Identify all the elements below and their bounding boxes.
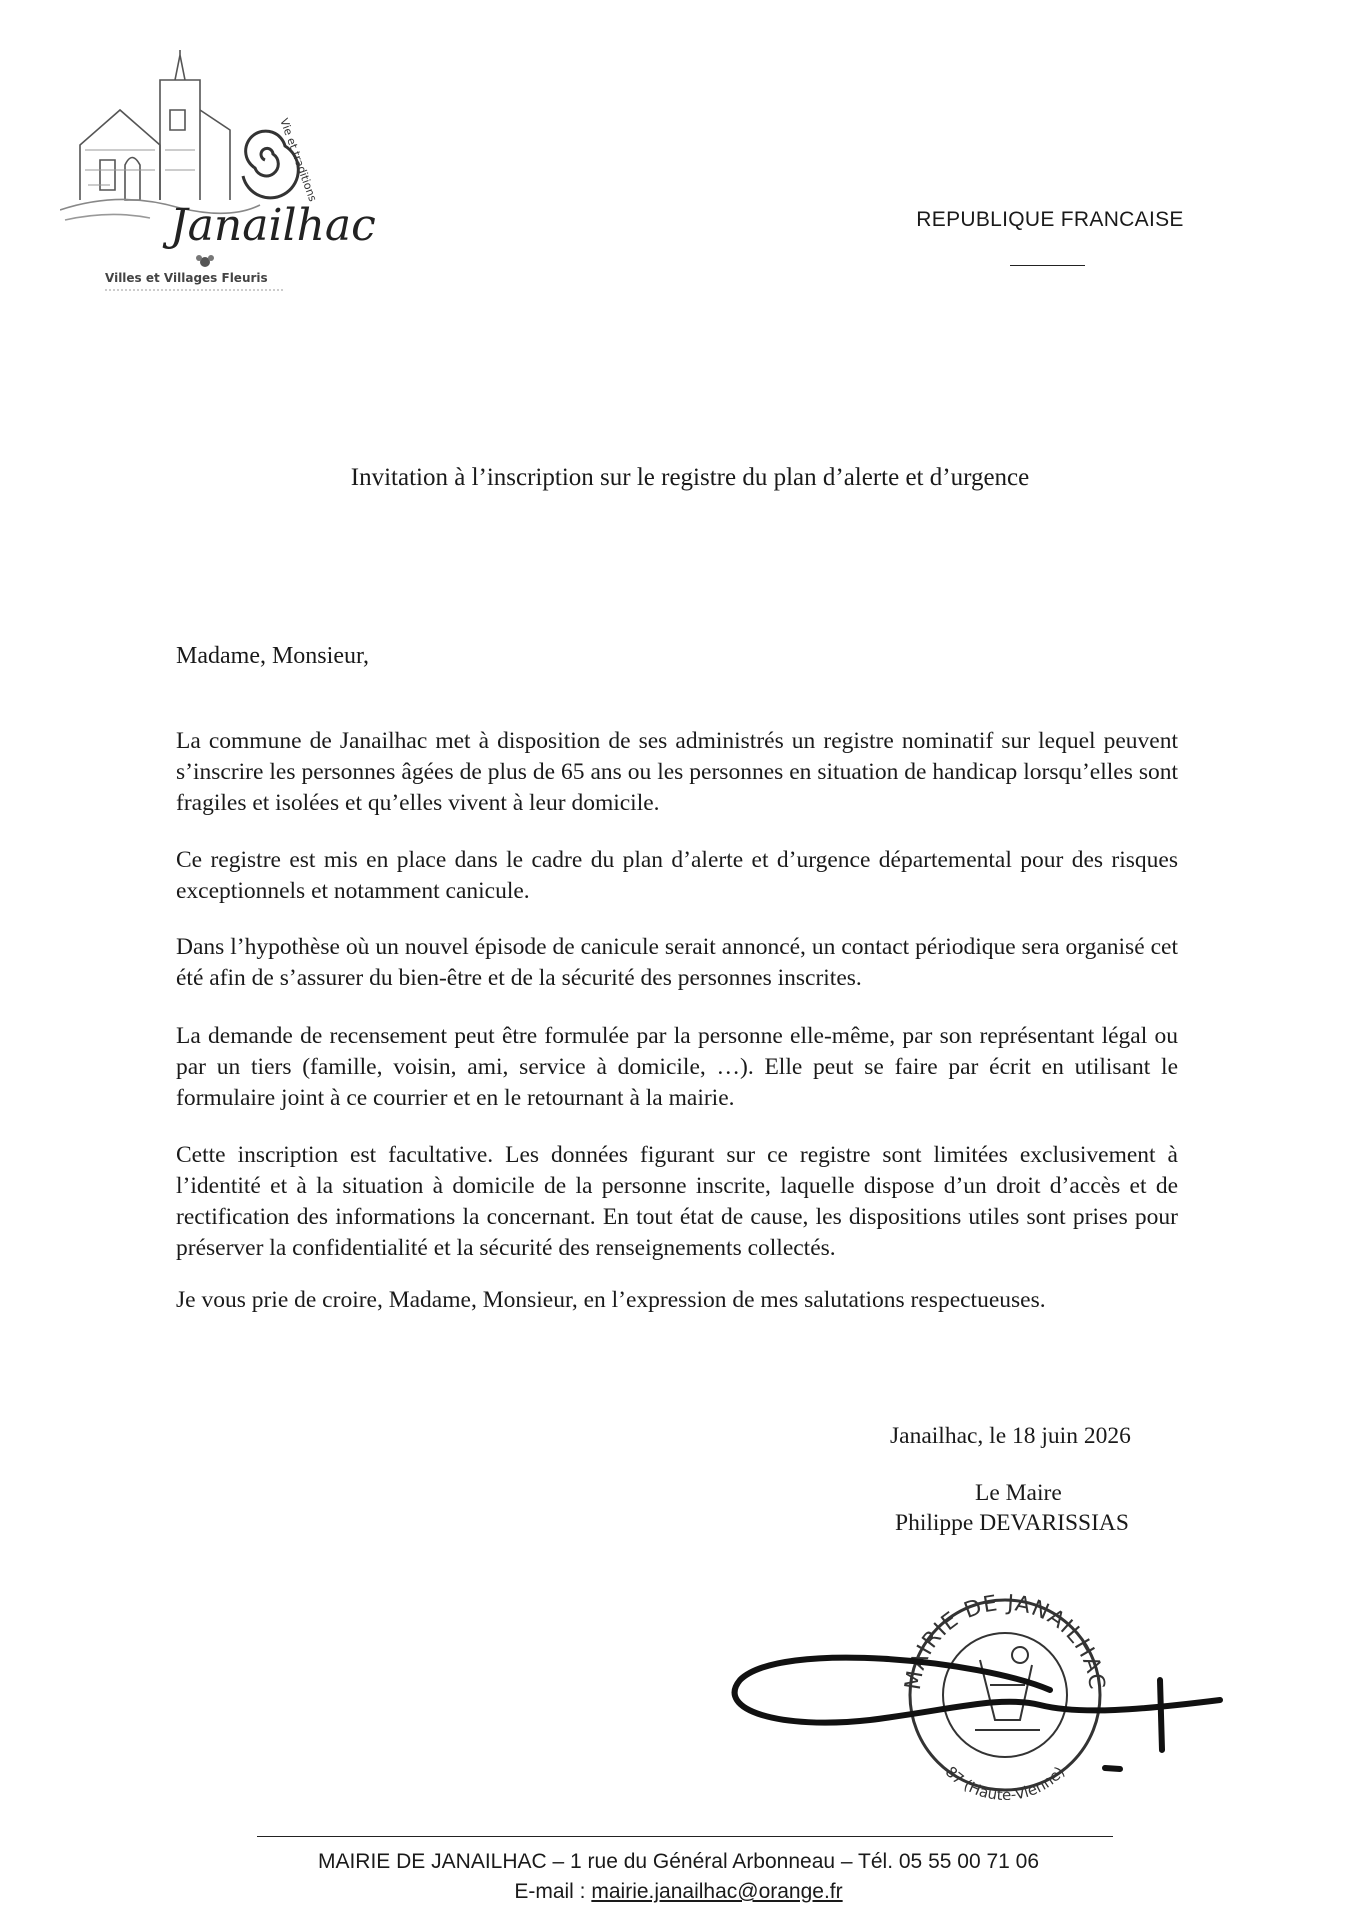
paragraph: La commune de Janailhac met à disposition de ses administrés un registre nominatif sur lequel peuvent s’inscrire les personnes âgées de plus de 65 ans ou les personnes en situation de handicap lorsqu’elles sont fragiles et isolées et qu’elles vivent à leur domicile. [176,728,1178,816]
svg-text:Villes et Villages Fleuris: Villes et Villages Fleuris [105,271,268,285]
svg-text:Janailhac: Janailhac [170,200,376,251]
paragraph: Cette inscription est facultative. Les données figurant sur ce registre sont limitées exclusivement à l’identité et à la situation à domicile de la personne inscrite, laquelle dispose d’un droit d’accès et de rectification des informations la concernant. En tout état de cause, les dispositions utiles sont prises pour préserver la confidentialité et la sécurité des renseignements collectés. [176,1142,1178,1261]
commune-logo [60,50,380,300]
footer-contact [0,1880,1357,1904]
signature-and-seal [720,1570,1240,1800]
footer-address: MAIRIE DE JANAILHAC – 1 rue du Général Arbonneau – Tél. 05 55 00 71 06 [317,1850,1040,1873]
paragraph: Ce registre est mis en place dans le cadre du plan d’alerte et d’urgence départemental pour des risques exceptionnels et notamment canicule. [176,847,1178,904]
svg-text:87 (Haute-Vienne): 87 (Haute-Vienne) [941,1762,1069,1800]
church-logo-icon [60,50,380,300]
republic-label: REPUBLIQUE FRANCAISE [916,208,1184,231]
email-link[interactable]: mairie.janailhac@orange.fr [591,1880,843,1903]
place-date: Janailhac, le 18 juin 2026 [890,1423,1131,1449]
svg-text:MAIRIE DE JANAILHAC: MAIRIE DE JANAILHAC [900,1590,1110,1692]
paragraph: Je vous prie de croire, Madame, Monsieur, en l’expression de mes salutations respectueuses. [176,1287,1046,1313]
svg-text:Vie et traditions: Vie et traditions [277,116,320,204]
email-label: E-mail : [514,1880,592,1903]
official-seal-icon [720,1570,1240,1800]
mayor-name: Philippe DEVARISSIAS [895,1510,1129,1536]
paragraph: La demande de recensement peut être formulée par la personne elle-même, par son représentant légal ou par un tiers (famille, voisin, ami, service à domicile, …). Elle peut se faire par écrit en utilisant le formulaire joint à ce courrier et en le retournant à la mairie. [176,1023,1178,1111]
letter-title: Invitation à l’inscription sur le registre du plan d’alerte et d’urgence [350,464,1030,491]
footer-divider [257,1836,1113,1837]
paragraph: Dans l’hypothèse où un nouvel épisode de canicule serait annoncé, un contact périodique sera organisé cet été afin de s’assurer du bien-être et de la sécurité des personnes inscrites. [176,934,1178,991]
mayor-role: Le Maire [975,1480,1062,1506]
republic-divider [1010,265,1085,266]
salutation: Madame, Monsieur, [176,643,369,669]
